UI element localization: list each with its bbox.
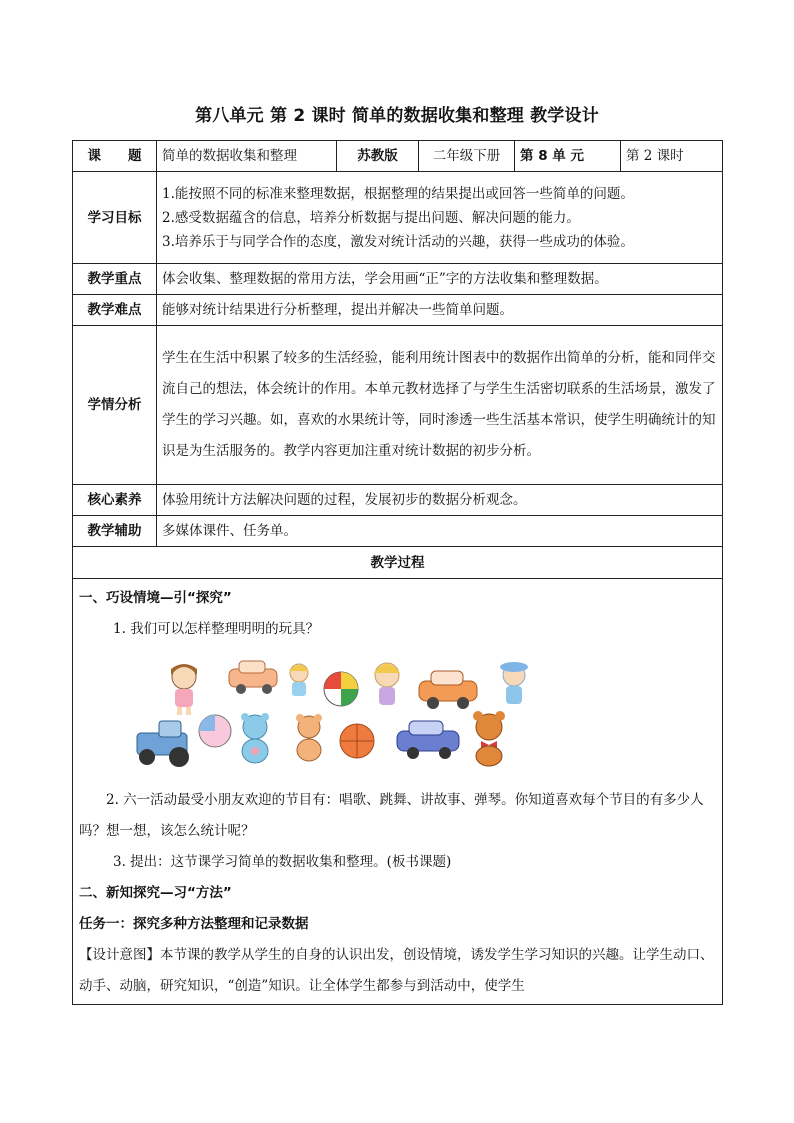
car-icon [229,661,277,694]
analysis-content: 学生在生活中积累了较多的生活经验，能利用统计图表中的数据作出简单的分析，能和同伴交流自己的想法，体会统计的作用。本单元教材选择了与学生生活密切联系的生活场景，激发了学生的学习兴趣。如，喜欢的水果统计等，同时渗透一些生活基本常识，使学生明确统计的知识是为生活服务的。教学内容更加注重对统计数据的初步分析。 [157,326,723,485]
key-content: 体会收集、整理数据的常用方法，学会用画“正”字的方法收集和整理数据。 [157,264,723,295]
doll-icon [500,662,528,704]
difficulty-content: 能够对统计结果进行分析整理，提出并解决一些简单问题。 [157,295,723,326]
toys-illustration [79,653,716,773]
ball-icon [340,724,374,758]
lesson-plan-table [72,140,723,1005]
difficulty-label: 教学难点 [73,295,157,326]
goal-item: 1.能按照不同的标准来整理数据，根据整理的结果提出或回答一些简单的问题。 [162,185,634,202]
goal-item: 3.培养乐于与同学合作的态度，激发对统计活动的兴趣，获得一些成功的体验。 [162,233,634,250]
doll-icon [289,664,309,696]
section-heading: 二、新知探究—习“方法” [79,885,232,901]
goals-label: 学习目标 [73,172,157,264]
doll-icon [374,663,400,705]
aids-content: 多媒体课件、任务单。 [157,516,723,547]
teddy-bear-icon [473,711,505,766]
topic-value: 简单的数据收集和整理 [157,141,337,172]
unit-value: 第 8 单 元 [515,141,621,172]
aids-label: 教学辅助 [73,516,157,547]
tractor-icon [137,721,189,767]
task-heading: 任务一：探究多种方法整理和记录数据 [79,916,309,932]
car-icon [419,671,477,709]
literacy-label: 核心素养 [73,485,157,516]
publisher-value: 苏教版 [337,141,419,172]
process-content [73,579,723,1005]
key-row [73,264,723,295]
design-intent: 【设计意图】本节课的教学从学生的自身的认识出发，创设情境，诱发学生学习知识的兴趣。让学生动口、动手、动脑，研究知识，“创造”知识。让全体学生都参与到活动中，使学生 [79,947,714,994]
section-heading: 一、巧设情境—引“探究” [79,590,232,606]
literacy-row [73,485,723,516]
ball-icon [199,715,231,747]
process-label: 教学过程 [73,547,723,579]
topic-label: 课 题 [73,141,157,172]
analysis-row [73,326,723,485]
goals-row [73,172,723,264]
header-row [73,141,723,172]
key-label: 教学重点 [73,264,157,295]
lesson-value: 第 2 课时 [621,141,723,172]
difficulty-row [73,295,723,326]
car-icon [397,721,459,759]
question-item: 2. 六一活动最受小朋友欢迎的节目有：唱歌、跳舞、讲故事、弹琴。你知道喜欢每个节目的有多少人吗？想一想，该怎么统计呢？ [79,792,704,839]
goals-content [157,172,723,264]
question-item: 3. 提出：这节课学习简单的数据收集和整理。(板书课题) [113,854,452,870]
ball-icon [324,672,358,706]
aids-row [73,516,723,547]
grade-value: 二年级下册 [419,141,515,172]
teddy-bear-icon [296,714,322,761]
teddy-bear-icon [241,713,269,763]
question-item: 1. 我们可以怎样整理明明的玩具？ [113,621,320,637]
page-title: 第八单元 第 2 课时 简单的数据收集和整理 教学设计 [195,106,599,126]
toys-image [119,653,539,773]
doll-icon [171,664,197,715]
goal-item: 2.感受数据蕴含的信息，培养分析数据与提出问题、解决问题的能力。 [162,209,580,226]
literacy-content: 体验用统计方法解决问题的过程，发展初步的数据分析观念。 [157,485,723,516]
analysis-label: 学情分析 [73,326,157,485]
process-header-row [73,547,723,579]
process-row [73,579,723,1005]
